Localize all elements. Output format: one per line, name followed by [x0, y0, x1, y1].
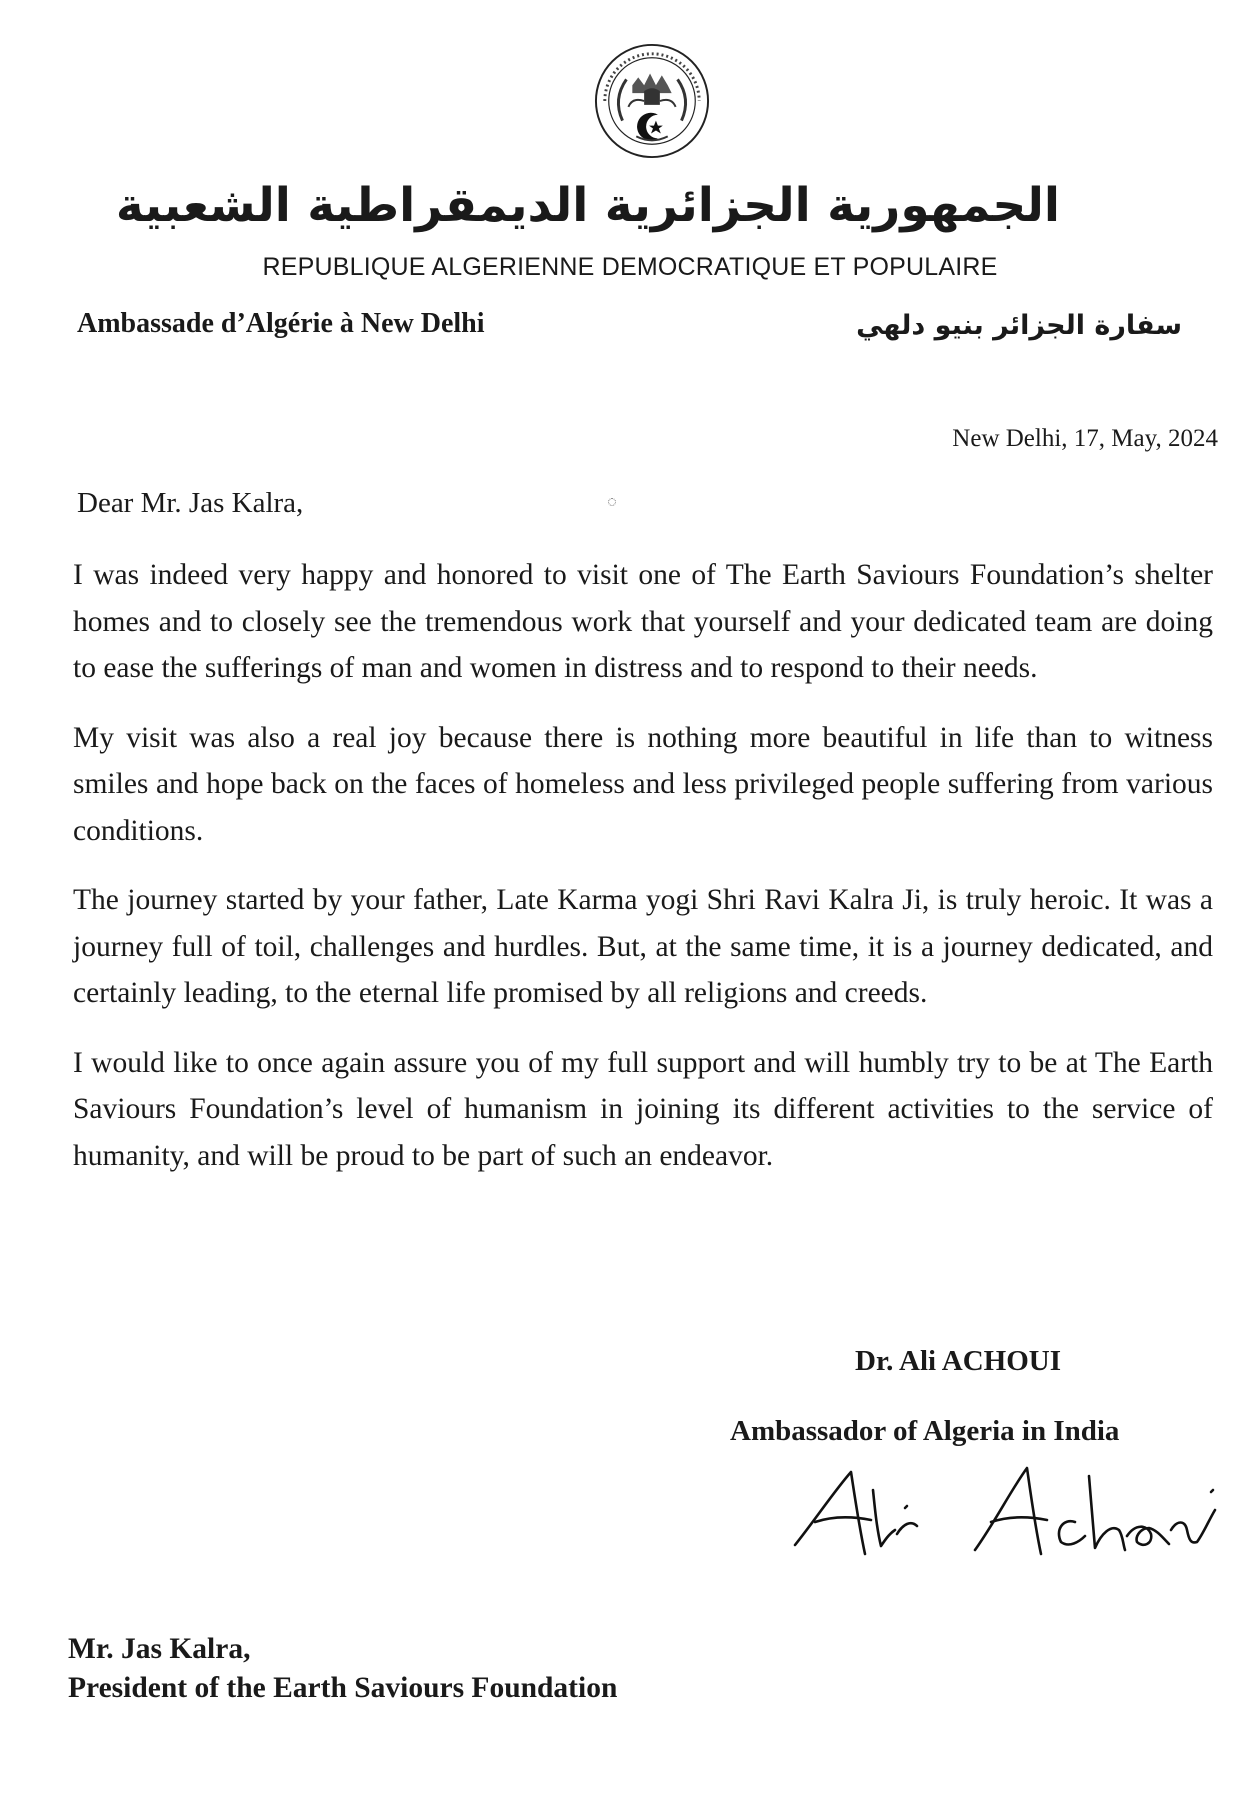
letter-date: New Delhi, 17, May, 2024	[952, 425, 1218, 452]
body-paragraph: I was indeed very happy and honored to visit one of The Earth Saviours Foundation’s shelter homes and to closely see the tremendous work that yourself and your dedicated team are doing to ease the sufferings of man and women in distress and to respond to their needs.	[73, 559, 1213, 684]
letter-body	[73, 552, 1213, 1202]
body-paragraph: I would like to once again assure you of my full support and will humbly try to be at The Earth Saviours Foundation’s level of humanism in joining its different activities to the service of humanity, and will be proud to be part of such an endeavor.	[73, 1046, 1213, 1172]
signatory-title: Ambassador of Algeria in India	[730, 1415, 1120, 1447]
addressee-title: President of the Earth Saviours Foundation	[68, 1672, 618, 1704]
algeria-emblem-icon	[593, 42, 711, 160]
scan-speck	[608, 498, 616, 506]
salutation: Dear Mr. Jas Kalra,	[77, 487, 304, 519]
french-republic-title: REPUBLIQUE ALGERIENNE DEMOCRATIQUE ET POPULAIRE	[262, 253, 998, 281]
embassy-name-arabic: سفارة الجزائر بنيو دلهي	[856, 310, 1182, 341]
embassy-name-french: Ambassade d’Algérie à New Delhi	[77, 308, 485, 339]
body-paragraph: My visit was also a real joy because there is nothing more beautiful in life than to witness smiles and hope back on the faces of homeless and less privileged people suffering from various conditions.	[73, 721, 1213, 847]
arabic-republic-title: الجمهورية الجزائرية الديمقراطية الشعبية	[115, 178, 1060, 233]
signatory-name: Dr. Ali ACHOUI	[855, 1345, 1061, 1377]
addressee-name: Mr. Jas Kalra,	[68, 1633, 251, 1665]
addressee-block	[68, 1630, 617, 1708]
handwritten-signature	[785, 1450, 1225, 1580]
body-paragraph: The journey started by your father, Late Karma yogi Shri Ravi Kalra Ji, is truly heroic. It was a journey full of toil, challenges and hurdles. But, at the same time, it is a journey dedicated, and certainly leading, to the eternal life promised by all religions and creeds.	[73, 884, 1213, 1009]
